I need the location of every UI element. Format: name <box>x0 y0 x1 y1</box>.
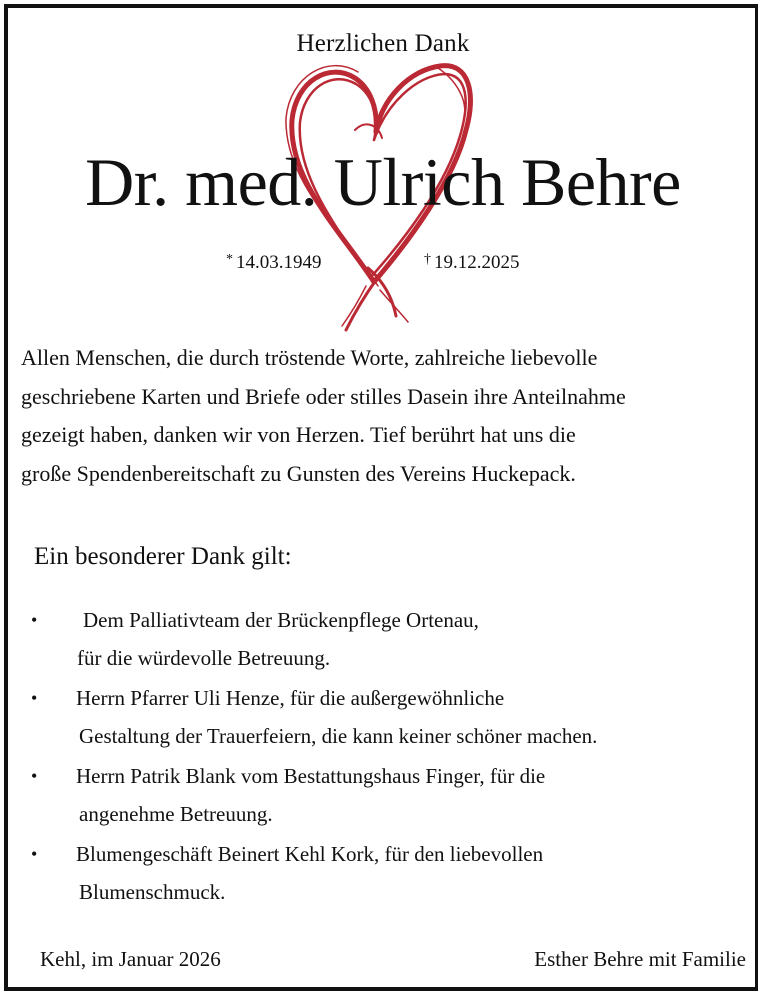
message-line: Allen Menschen, die durch tröstende Worte, zahlreiche liebevolle <box>21 345 598 370</box>
list-item-line: für die würdevolle Betreuung. <box>77 646 331 670</box>
list-item-line: Herrn Patrik Blank vom Bestattungshaus Finger, für die <box>76 764 546 788</box>
bullet: • <box>31 766 38 786</box>
birth-symbol: * <box>226 252 233 267</box>
special-thanks-heading: Ein besonderer Dank gilt: <box>34 543 292 570</box>
list-item-line: Dem Palliativteam der Brückenpflege Ortenau, <box>83 608 479 632</box>
birth-date <box>226 252 322 274</box>
message-line: gezeigt haben, danken wir von Herzen. Tief berührt hat uns die <box>21 422 576 447</box>
list-item-line: Gestaltung der Trauerfeiern, die kann keiner schöner machen. <box>79 724 598 748</box>
death-date <box>424 252 520 274</box>
page-title: Herzlichen Dank <box>296 30 470 57</box>
list-item-line: Blumenschmuck. <box>79 880 226 904</box>
bullet: • <box>31 688 38 708</box>
death-symbol: † <box>424 252 431 267</box>
list-item-line: Herrn Pfarrer Uli Henze, für die außergewöhnliche <box>76 686 505 710</box>
thanks-message <box>21 339 761 493</box>
signature: Esther Behre mit Familie <box>534 947 746 971</box>
deceased-name: Dr. med. Ulrich Behre <box>85 144 681 220</box>
death-date-value: 19.12.2025 <box>434 252 520 273</box>
place-and-date: Kehl, im Januar 2026 <box>40 947 221 971</box>
birth-date-value: 14.03.1949 <box>236 252 322 273</box>
message-line: große Spendenbereitschaft zu Gunsten des Vereins Huckepack. <box>21 460 576 486</box>
bullet: • <box>31 844 38 864</box>
bullet: • <box>31 610 38 630</box>
list-item-line: Blumengeschäft Beinert Kehl Kork, für den liebevollen <box>76 842 544 866</box>
message-line: geschriebene Karten und Briefe oder stilles Dasein ihre Anteilnahme <box>21 383 626 409</box>
list-item-line: angenehme Betreuung. <box>79 802 273 826</box>
